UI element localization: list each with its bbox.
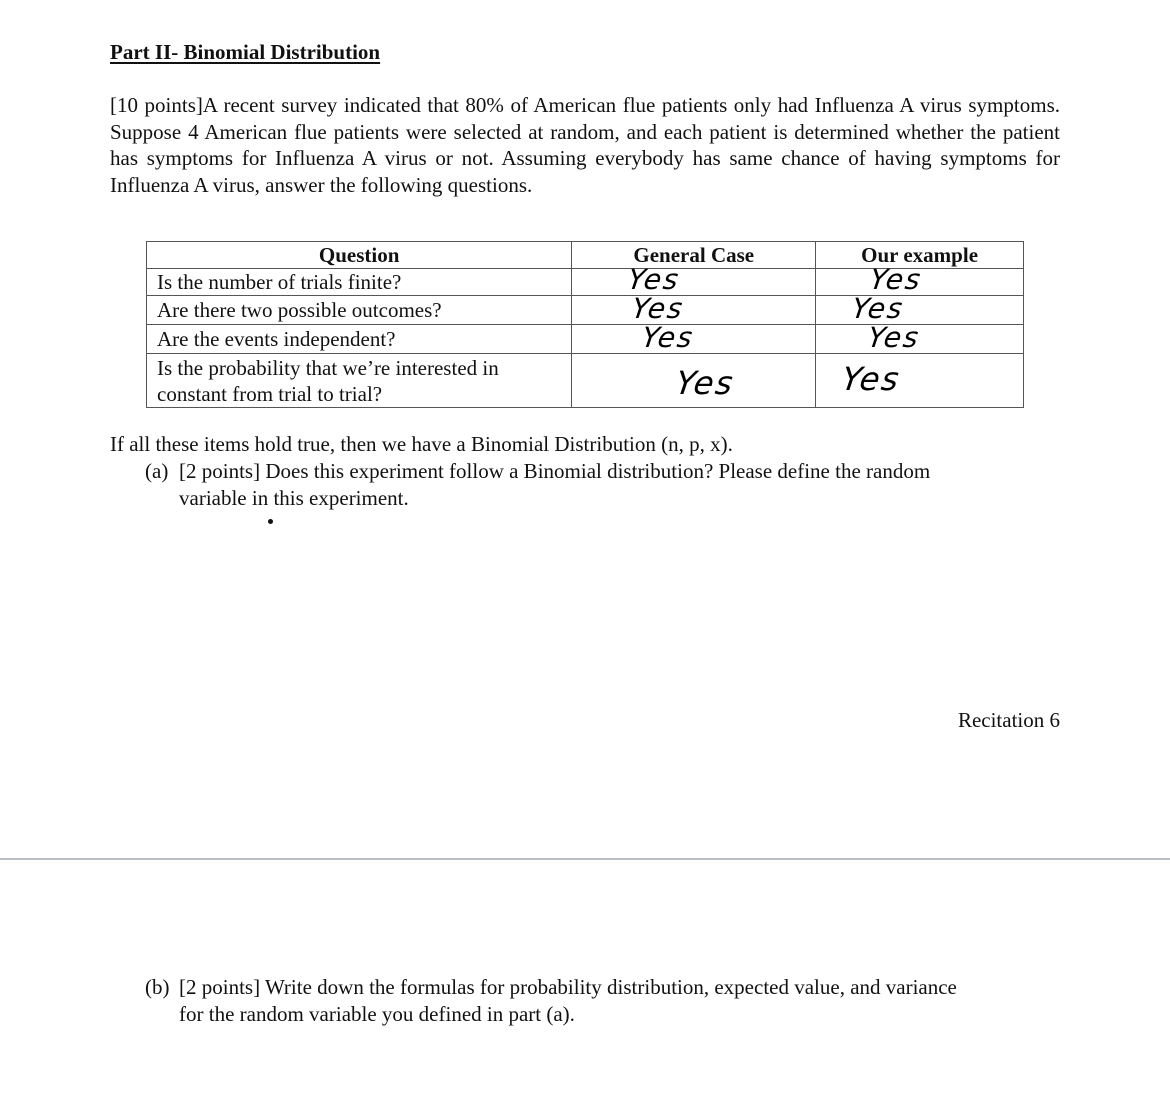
general-answer-cell (572, 263, 816, 296)
example-answer-cell (816, 321, 1024, 354)
question-b-line1: [2 points] Write down the formulas for probability distribution, expected value, and variance (179, 975, 957, 999)
handwritten-answer: Yes (849, 292, 907, 325)
page-break-divider (0, 858, 1170, 860)
header-our-example: Our example (816, 242, 1024, 269)
header-question: Question (147, 242, 572, 269)
handwritten-answer: Yes (839, 359, 904, 398)
binomial-note: If all these items hold true, then we have a Binomial Distribution (n, p, x). (110, 432, 733, 456)
question-a-line2: variable in this experiment. (179, 485, 409, 510)
general-answer-cell (572, 354, 816, 408)
example-answer-cell (816, 263, 1024, 296)
handwritten-answer: Yes (867, 263, 925, 296)
header-general-case: General Case (572, 242, 816, 269)
question-a-label: (a) (145, 459, 169, 483)
handwritten-answer: Yes (673, 363, 738, 402)
question-cell: Is the number of trials finite? (147, 269, 572, 296)
binomial-conditions-table (146, 241, 1024, 408)
general-answer-cell (572, 321, 816, 354)
page-footer: Recitation 6 (957, 708, 1060, 732)
stray-dot (268, 519, 273, 524)
question-cell: Are the events independent? (147, 325, 572, 354)
table-row (147, 325, 1024, 354)
question-a (145, 458, 1045, 511)
handwritten-answer: Yes (630, 292, 687, 325)
handwritten-answer: Yes (626, 263, 683, 296)
question-cell: Are there two possible outcomes? (147, 296, 572, 325)
handwritten-answer: Yes (865, 321, 923, 354)
table-row (147, 354, 1024, 408)
section-heading: Part II- Binomial Distribution (110, 40, 381, 64)
question-b-label: (b) (145, 975, 170, 999)
question-b (145, 974, 1085, 1027)
problem-statement: [10 points]A recent survey indicated that 80% of American flue patients only had Influenza A virus symptoms. Suppose 4 American flue patients were selected at random, and each patient is determined whether the patient has symptoms for Influenza A virus or not. Assuming everybody has same chance of having symptoms for Influenza A virus, answer the following questions. (110, 93, 1060, 197)
question-line: Is the probability that we’re interested in (157, 355, 499, 380)
example-answer-cell (816, 354, 1024, 408)
question-a-line1: [2 points] Does this experiment follow a Binomial distribution? Please define the random (179, 459, 931, 483)
question-cell (147, 354, 572, 408)
handwritten-answer: Yes (640, 321, 697, 354)
question-line: constant from trial to trial? (157, 381, 383, 406)
question-b-line2: for the random variable you defined in part (a). (179, 1001, 575, 1026)
